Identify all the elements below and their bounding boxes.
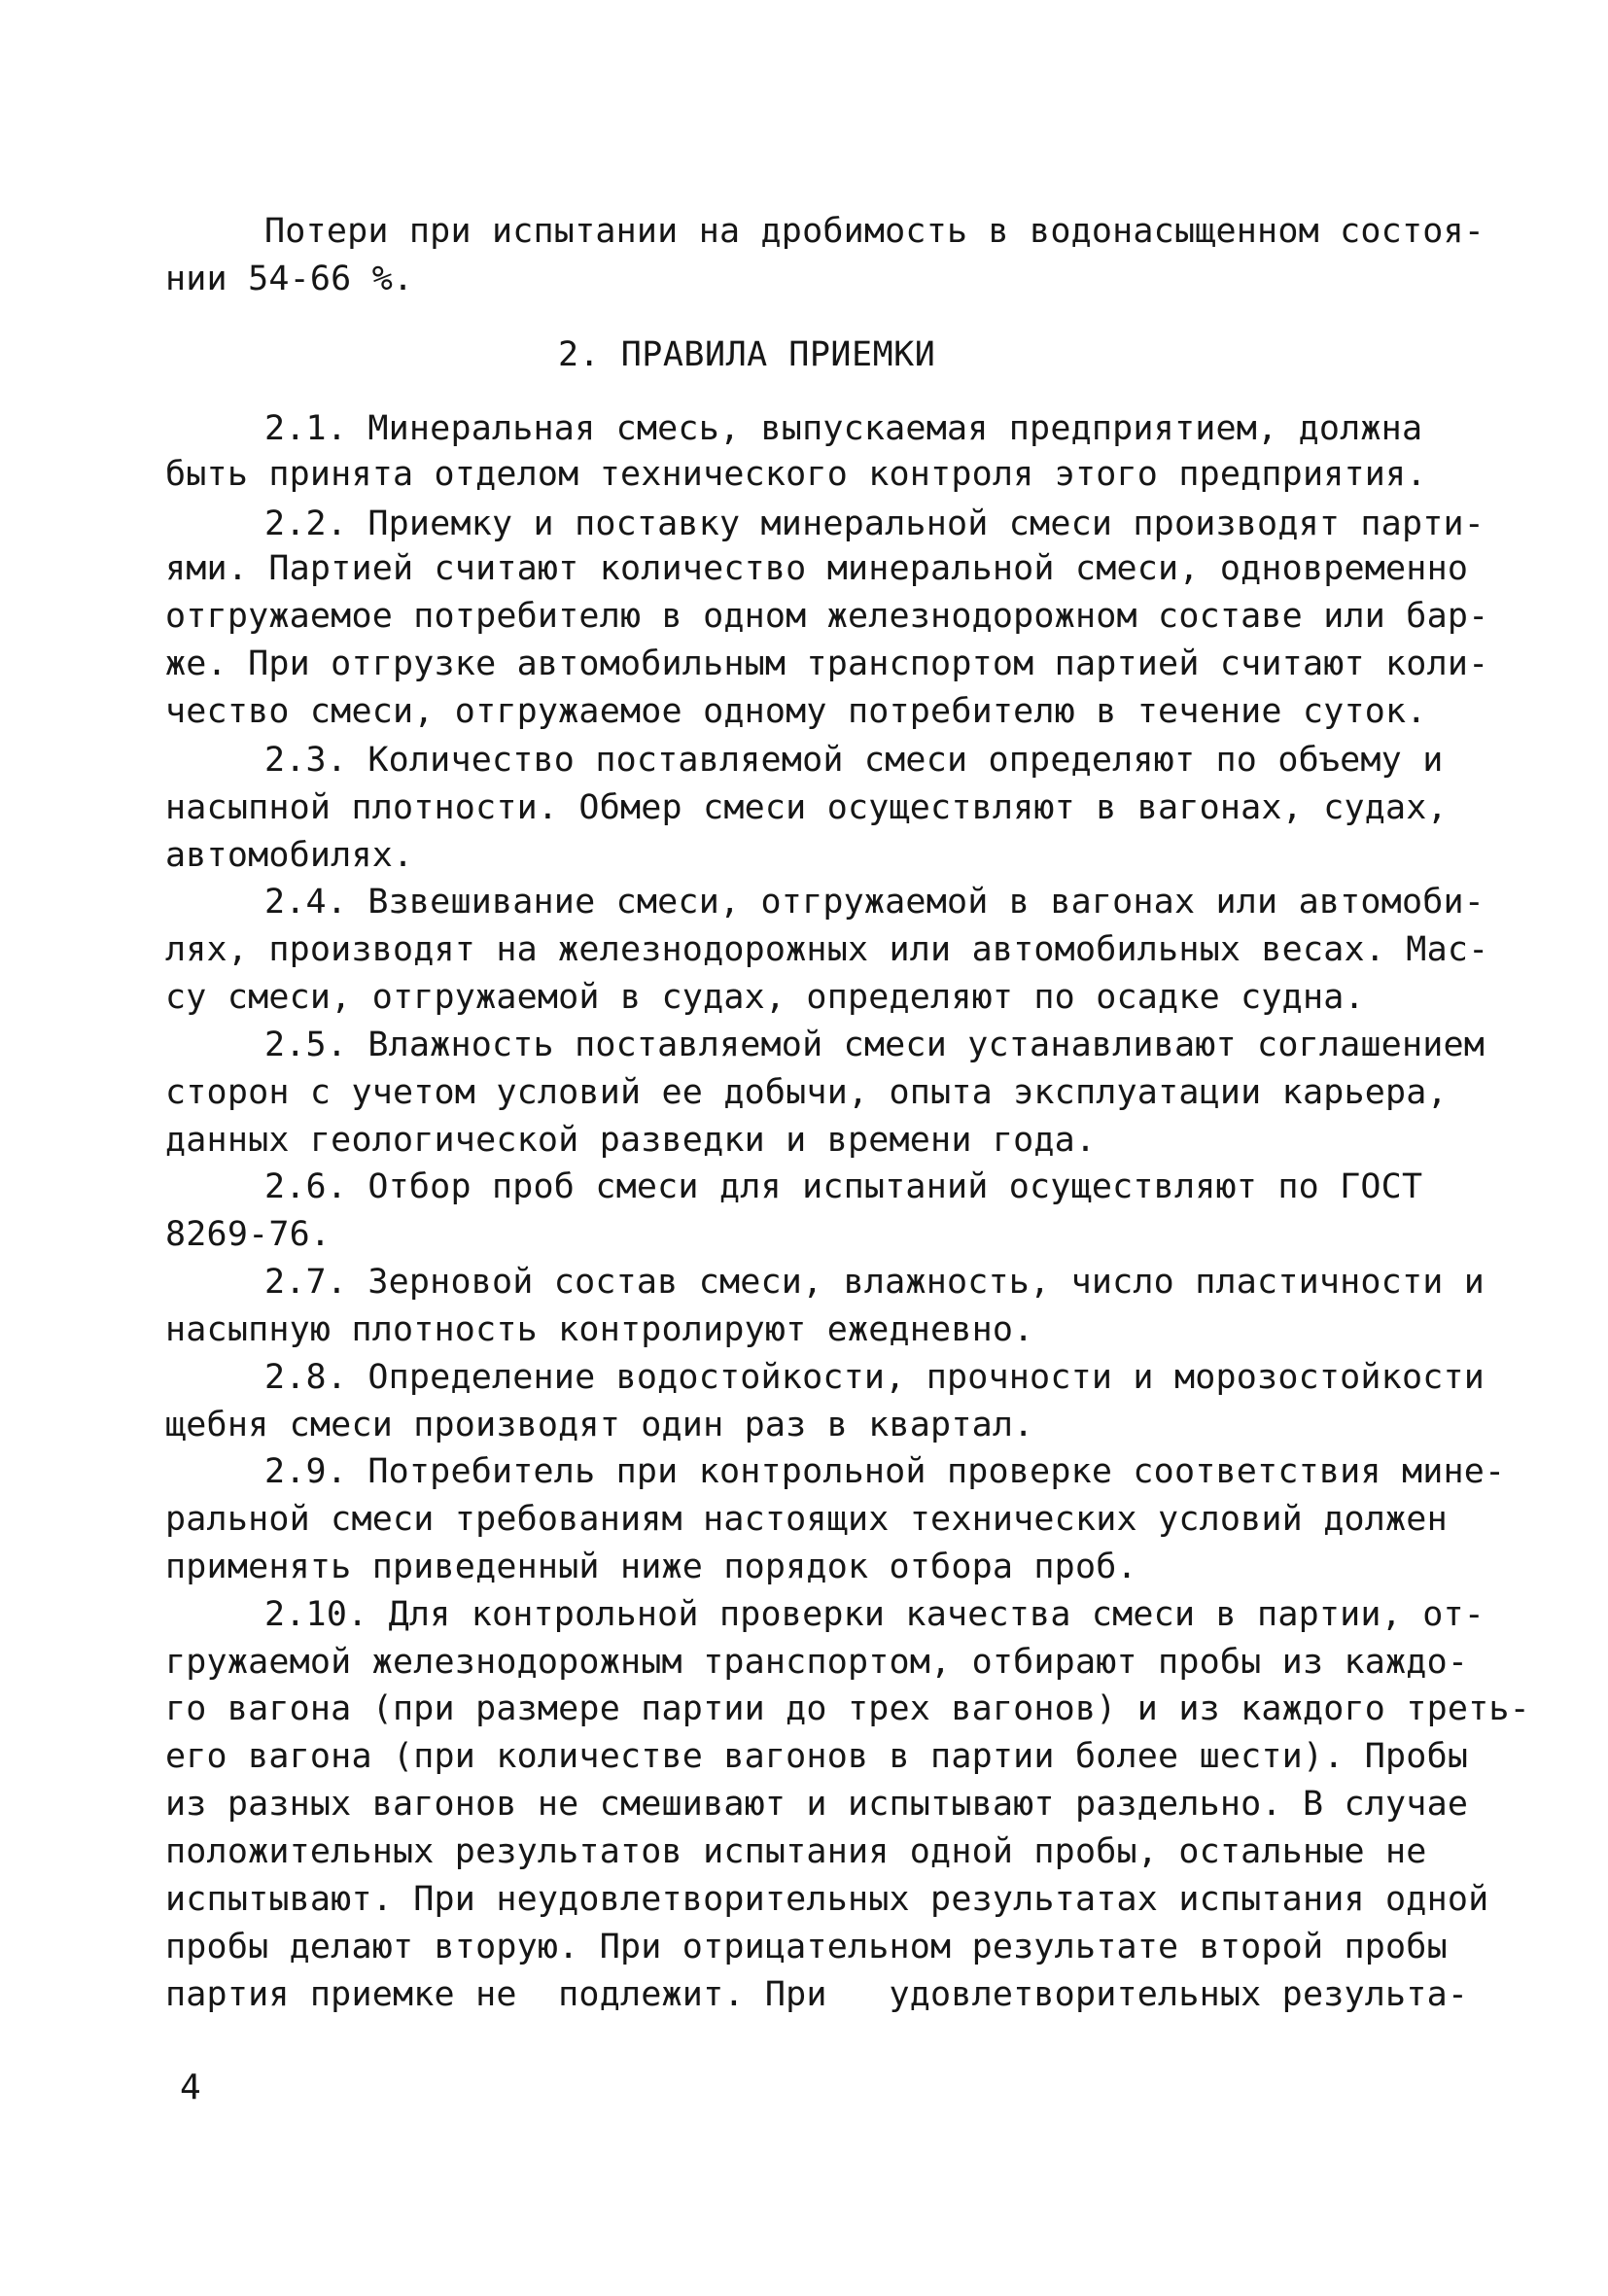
intro-line-2: нии 54-66 %. (165, 260, 414, 298)
paragraph-2-1-line-2: быть принята отделом технического контроля этого предприятия. (165, 455, 1427, 494)
paragraph-2-3-line-3: автомобилях. (165, 836, 414, 875)
section-title: 2. ПРАВИЛА ПРИЕМКИ (558, 335, 936, 374)
paragraph-2-9-line-2: ральной смеси требованиям настоящих технических условий должен (165, 1500, 1448, 1539)
paragraph-2-3-line-2: насыпной плотности. Обмер смеси осуществляют в вагонах, судах, (165, 788, 1448, 827)
paragraph-2-10-line-9: партия приемке не подлежит. При удовлетворительных результа- (165, 1975, 1469, 2014)
paragraph-2-10-line-4: его вагона (при количестве вагонов в партии более шести). Пробы (165, 1737, 1469, 1776)
paragraph-2-8-line-2: щебня смеси производят один раз в квартал. (165, 1406, 1034, 1444)
paragraph-2-2-line-1: 2.2. Приемку и поставку минеральной смеси производят парти- (264, 504, 1486, 543)
paragraph-2-10-line-8: пробы делают вторую. При отрицательном результате второй пробы (165, 1928, 1448, 1966)
paragraph-2-10-line-6: положительных результатов испытания одной пробы, остальные не (165, 1832, 1427, 1871)
paragraph-2-3-line-1: 2.3. Количество поставляемой смеси определяют по объему и (264, 741, 1444, 780)
paragraph-2-5-line-1: 2.5. Влажность поставляемой смеси устанавливают соглашением (264, 1026, 1486, 1064)
paragraph-2-10-line-7: испытывают. При неудовлетворительных результатах испытания одной (165, 1880, 1489, 1919)
paragraph-2-10-line-3: го вагона (при размере партии до трех вагонов) и из каждого треть- (165, 1689, 1530, 1728)
paragraph-2-9-line-3: применять приведенный ниже порядок отбора проб. (165, 1548, 1137, 1586)
paragraph-2-10-line-1: 2.10. Для контрольной проверки качества смеси в партии, от- (264, 1595, 1486, 1634)
paragraph-2-6-line-2: 8269-76. (165, 1215, 332, 1254)
paragraph-2-7-line-2: насыпную плотность контролируют ежедневно. (165, 1310, 1034, 1349)
paragraph-2-2-line-5: чество смеси, отгружаемое одному потребителю в течение суток. (165, 692, 1427, 731)
paragraph-2-4-line-1: 2.4. Взвешивание смеси, отгружаемой в вагонах или автомоби- (264, 883, 1486, 922)
paragraph-2-7-line-1: 2.7. Зерновой состав смеси, влажность, число пластичности и (264, 1263, 1486, 1302)
paragraph-2-2-line-3: отгружаемое потребителю в одном железнодорожном составе или бар- (165, 597, 1489, 636)
paragraph-2-10-line-5: из разных вагонов не смешивают и испытывают раздельно. В случае (165, 1785, 1469, 1824)
paragraph-2-9-line-1: 2.9. Потребитель при контрольной проверке соответствия мине- (264, 1452, 1506, 1491)
paragraph-2-1-line-1: 2.1. Минеральная смесь, выпускаемая предприятием, должна (264, 409, 1423, 448)
paragraph-2-4-line-2: лях, производят на железнодорожных или автомобильных весах. Мас- (165, 930, 1489, 969)
paragraph-2-4-line-3: су смеси, отгружаемой в судах, определяют по осадке судна. (165, 978, 1365, 1017)
paragraph-2-10-line-2: гружаемой железнодорожным транспортом, отбирают пробы из каждо- (165, 1643, 1469, 1682)
paragraph-2-2-line-4: же. При отгрузке автомобильным транспортом партией считают коли- (165, 644, 1489, 683)
paragraph-2-5-line-2: сторон с учетом условий ее добычи, опыта эксплуатации карьера, (165, 1073, 1448, 1112)
intro-line-1: Потери при испытании на дробимость в водонасыщенном состоя- (264, 212, 1486, 251)
page-number: 4 (180, 2068, 201, 2107)
paragraph-2-2-line-2: ями. Партией считают количество минеральной смеси, одновременно (165, 549, 1469, 588)
paragraph-2-6-line-1: 2.6. Отбор проб смеси для испытаний осуществляют по ГОСТ (264, 1167, 1423, 1206)
paragraph-2-5-line-3: данных геологической разведки и времени года. (165, 1121, 1097, 1160)
paragraph-2-8-line-1: 2.8. Определение водостойкости, прочности и морозостойкости (264, 1358, 1486, 1397)
